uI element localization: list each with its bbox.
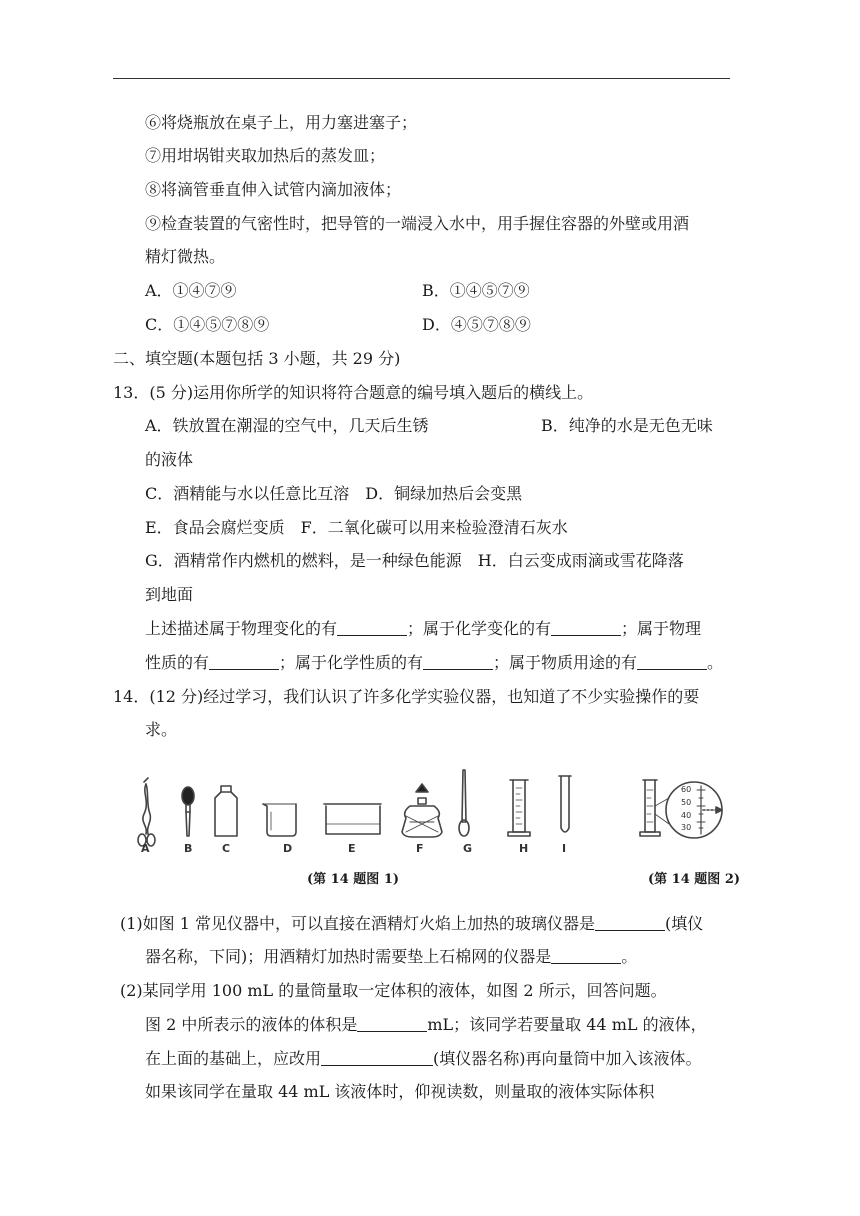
- q13-ask2-text-4: 。: [707, 653, 724, 672]
- q14-part1-text-4: 。: [621, 947, 638, 966]
- q14-stem-cont: 求。: [145, 720, 178, 739]
- tick-50: 50: [681, 798, 692, 807]
- q13-item-b-cont: 的液体: [145, 450, 194, 469]
- q13-items-cd: C．酒精能与水以任意比互溶 D．铜绿加热后会变黑: [145, 484, 523, 503]
- q13-ask2-text-2: ；属于化学性质的有: [279, 653, 424, 672]
- q14-part2-line4: 如果该同学在量取 44 mL 该液体时，仰视读数，则量取的液体实际体积: [145, 1082, 655, 1101]
- q13-item-b: B．纯净的水是无色无味: [541, 416, 713, 435]
- label-f: F: [416, 842, 424, 855]
- q14-part2-line2: [145, 1015, 707, 1035]
- direct-heating-blank[interactable]: [595, 914, 665, 931]
- q13-items-ef: E．食品会腐烂变质 F．二氧化碳可以用来检验澄清石灰水: [145, 518, 568, 537]
- label-g: G: [463, 842, 473, 855]
- q12-option-b: B．①④⑤⑦⑨: [422, 281, 530, 300]
- q13-item-a: A．铁放置在潮湿的空气中，几天后生锈: [145, 416, 429, 435]
- figure-1-caption: (第 14 题图 1): [307, 872, 400, 887]
- q12-item-8: ⑧将滴管垂直伸入试管内滴加液体；: [145, 180, 402, 199]
- alcohol-lamp-icon: [402, 784, 442, 837]
- q13-ask1-text-2: ；属于化学变化的有: [407, 619, 552, 638]
- q14-part2-text-4: (填仪器名称)再向量筒中加入该液体。: [433, 1049, 702, 1068]
- beaker-icon: [263, 804, 296, 836]
- spatula-icon: [459, 770, 469, 836]
- q12-item-6: ⑥将烧瓶放在桌子上，用力塞进塞子；: [145, 113, 418, 132]
- q13-ask2-text-1: 性质的有: [145, 653, 210, 672]
- figure-2-caption: (第 14 题图 2): [648, 872, 741, 887]
- q14-stem: 14．(12 分)经过学习，我们认识了许多化学实验仪器，也知道了不少实验操作的要: [113, 687, 700, 706]
- q13-ask-line-1: [145, 619, 701, 639]
- q14-part1-text-3: 器名称，下同)；用酒精灯加热时需要垫上石棉网的仪器是: [145, 947, 552, 966]
- q13-items-gh-cont: 到地面: [145, 585, 194, 604]
- label-c: C: [222, 842, 231, 855]
- q12-item-9-cont: 精灯微热。: [145, 247, 226, 266]
- q14-part2-text-3: 在上面的基础上，应改用: [145, 1049, 322, 1068]
- test-tube-icon: [559, 776, 571, 832]
- q14-part1-text-2: (填仪: [665, 914, 704, 933]
- physical-change-blank[interactable]: [337, 619, 407, 636]
- q12-item-7: ⑦用坩埚钳夹取加热后的蒸发皿；: [145, 146, 386, 165]
- q14-part2-text-1: 图 2 中所表示的液体的体积是: [145, 1015, 358, 1034]
- q13-items-gh: G．酒精常作内燃机的燃料，是一种绿色能源 H．白云变成雨滴或雪花降落: [145, 551, 684, 570]
- use-blank[interactable]: [637, 653, 707, 670]
- label-i: I: [562, 842, 567, 855]
- label-h: H: [519, 842, 529, 855]
- q14-part1-text-1: (1)如图 1 常见仪器中，可以直接在酒精灯火焰上加热的玻璃仪器是: [120, 914, 596, 933]
- tick-30: 30: [681, 823, 692, 832]
- label-e: E: [348, 842, 356, 855]
- label-d: D: [283, 842, 293, 855]
- volume-blank[interactable]: [357, 1015, 427, 1032]
- tick-60: 60: [681, 785, 692, 794]
- crucible-tongs-icon: [138, 778, 155, 846]
- q14-part2-line3: [145, 1049, 702, 1069]
- section-heading: 二、填空题(本题包括 3 小题，共 29 分): [113, 349, 401, 368]
- q13-stem: 13．(5 分)运用你所学的知识将符合题意的编号填入题后的横线上。: [113, 383, 594, 402]
- q14-part1-line2: [145, 947, 637, 967]
- q14-part2-line1: (2)某同学用 100 mL 的量筒量取一定体积的液体，如图 2 所示，回答问题。: [120, 981, 667, 1000]
- q14-part1-line1: [120, 914, 703, 934]
- asbestos-net-blank[interactable]: [551, 947, 621, 964]
- q12-item-9: ⑨检查装置的气密性时，把导管的一端浸入水中，用手握住容器的外壁或用酒: [145, 214, 690, 233]
- measuring-cylinder-icon: [508, 780, 530, 836]
- chemical-change-blank[interactable]: [551, 619, 621, 636]
- cylinder-reading-icon: [640, 780, 722, 838]
- instrument-blank[interactable]: [321, 1049, 433, 1066]
- q13-ask1-text-1: 上述描述属于物理变化的有: [145, 619, 338, 638]
- q14-part2-text-2: mL；该同学若要量取 44 mL 的液体，: [427, 1015, 707, 1034]
- q13-ask2-text-3: ；属于物质用途的有: [493, 653, 638, 672]
- header-rule: [113, 78, 730, 79]
- trough-icon: [324, 804, 381, 834]
- q12-option-d: D．④⑤⑦⑧⑨: [422, 315, 531, 334]
- chemical-property-blank[interactable]: [423, 653, 493, 670]
- label-a: A: [141, 842, 150, 855]
- q13-ask-line-2: [145, 653, 723, 673]
- reagent-bottle-icon: [215, 786, 237, 836]
- q12-option-c: C．①④⑤⑦⑧⑨: [145, 315, 270, 334]
- label-b: B: [184, 842, 193, 855]
- tick-40: 40: [681, 811, 692, 820]
- dropper-icon: [182, 787, 194, 836]
- physical-property-blank[interactable]: [209, 653, 279, 670]
- q12-option-a: A．①④⑦⑨: [145, 281, 237, 300]
- q13-ask1-text-3: ；属于物理: [621, 619, 702, 638]
